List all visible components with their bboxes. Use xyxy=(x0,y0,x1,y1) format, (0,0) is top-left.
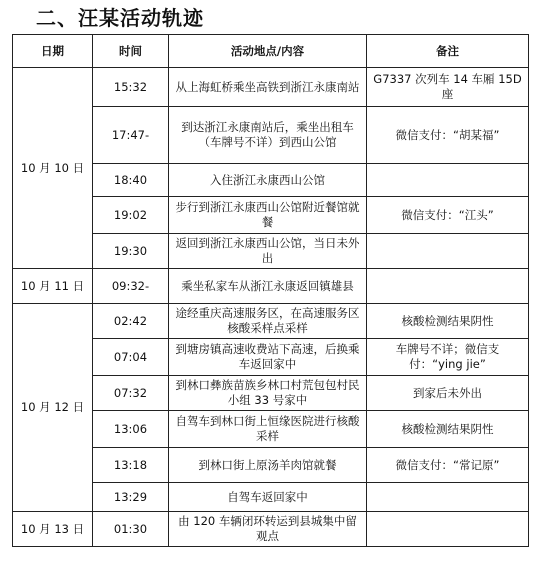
time-cell: 13:18 xyxy=(93,448,169,483)
time-cell: 19:02 xyxy=(93,197,169,234)
activity-cell: 到塘房镇高速收费站下高速，后换乘车返回家中 xyxy=(169,339,367,376)
time-cell: 17:47- xyxy=(93,107,169,164)
date-cell: 10 月 13 日 xyxy=(13,512,93,547)
time-cell: 15:32 xyxy=(93,68,169,107)
time-column-header: 时间 xyxy=(93,35,169,68)
activity-track-table xyxy=(12,34,529,547)
activity-cell: 到达浙江永康南站后，乘坐出租车（车牌号不详）到西山公馆 xyxy=(169,107,367,164)
activity-column-header: 活动地点/内容 xyxy=(169,35,367,68)
note-cell: 微信支付：“江头” xyxy=(367,197,529,234)
time-cell: 02:42 xyxy=(93,304,169,339)
activity-cell: 自驾车到林口街上恒缘医院进行核酸采样 xyxy=(169,411,367,448)
time-cell: 13:06 xyxy=(93,411,169,448)
note-cell: 核酸检测结果阴性 xyxy=(367,304,529,339)
note-cell xyxy=(367,512,529,547)
note-cell: G7337 次列车 14 车厢 15D 座 xyxy=(367,68,529,107)
note-cell xyxy=(367,234,529,269)
activity-cell: 乘坐私家车从浙江永康返回镇雄县 xyxy=(169,269,367,304)
time-cell: 19:30 xyxy=(93,234,169,269)
note-cell: 到家后未外出 xyxy=(367,376,529,411)
activity-cell: 由 120 车辆闭环转运到县城集中留观点 xyxy=(169,512,367,547)
note-cell xyxy=(367,483,529,512)
table-row xyxy=(13,304,529,339)
table-header-row xyxy=(13,35,529,68)
time-cell: 01:30 xyxy=(93,512,169,547)
time-cell: 09:32- xyxy=(93,269,169,304)
note-cell: 微信支付：“胡某福” xyxy=(367,107,529,164)
note-cell xyxy=(367,269,529,304)
time-cell: 13:29 xyxy=(93,483,169,512)
time-cell: 07:04 xyxy=(93,339,169,376)
section-heading: 二、汪某活动轨迹 xyxy=(36,6,204,30)
activity-cell: 自驾车返回家中 xyxy=(169,483,367,512)
table-row xyxy=(13,512,529,547)
activity-cell: 到林口街上原汤羊肉馆就餐 xyxy=(169,448,367,483)
note-cell: 车牌号不详；微信支付：“ying jie” xyxy=(367,339,529,376)
activity-cell: 入住浙江永康西山公馆 xyxy=(169,164,367,197)
activity-cell: 步行到浙江永康西山公馆附近餐馆就餐 xyxy=(169,197,367,234)
activity-cell: 返回到浙江永康西山公馆，当日未外出 xyxy=(169,234,367,269)
activity-cell: 从上海虹桥乘坐高铁到浙江永康南站 xyxy=(169,68,367,107)
note-column-header: 备注 xyxy=(367,35,529,68)
date-column-header: 日期 xyxy=(13,35,93,68)
date-cell: 10 月 11 日 xyxy=(13,269,93,304)
activity-cell: 到林口彝族苗族乡林口村荒包包村民小组 33 号家中 xyxy=(169,376,367,411)
time-cell: 18:40 xyxy=(93,164,169,197)
time-cell: 07:32 xyxy=(93,376,169,411)
table-row xyxy=(13,68,529,107)
activity-cell: 途经重庆高速服务区，在高速服务区核酸采样点采样 xyxy=(169,304,367,339)
note-cell: 核酸检测结果阴性 xyxy=(367,411,529,448)
date-cell: 10 月 12 日 xyxy=(13,304,93,512)
note-cell: 微信支付：“常记原” xyxy=(367,448,529,483)
date-cell: 10 月 10 日 xyxy=(13,68,93,269)
note-cell xyxy=(367,164,529,197)
table-row xyxy=(13,269,529,304)
